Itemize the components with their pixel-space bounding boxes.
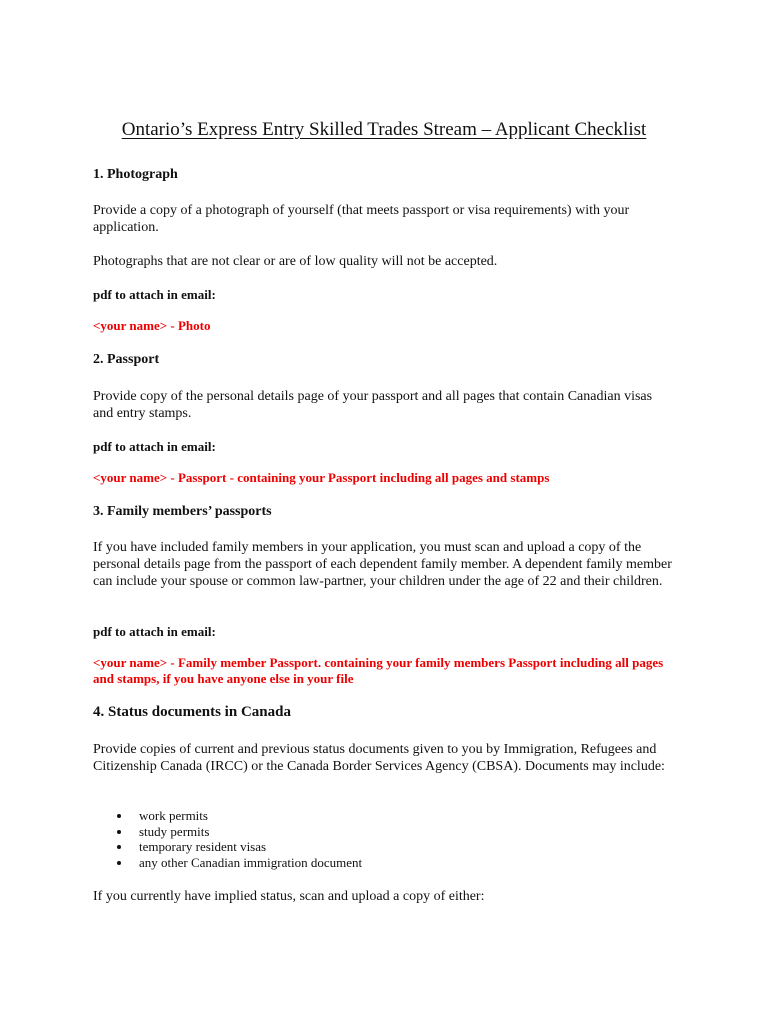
section-1-paragraph-2: Photographs that are not clear or are of low quality will not be accepted. bbox=[93, 254, 498, 269]
list-item-label: work permits bbox=[139, 808, 208, 823]
section-3-attach-label: pdf to attach in email: bbox=[93, 624, 216, 639]
list-item bbox=[117, 824, 517, 840]
list-item bbox=[117, 855, 517, 871]
list-item bbox=[117, 808, 517, 824]
bullet-icon bbox=[117, 861, 121, 865]
section-2-heading: 2. Passport bbox=[93, 352, 160, 367]
list-item-label: any other Canadian immigration document bbox=[139, 854, 363, 870]
section-3-paragraph-1: If you have included family members in your application, you must scan and upload a copy of the personal details page from the passport of each dependent family member. A dependent family member can include your spouse or common law-partner, your children under the age of 22 and their children. bbox=[93, 540, 672, 589]
section-1-heading: 1. Photograph bbox=[93, 167, 178, 182]
section-3-heading: 3. Family members’ passports bbox=[93, 504, 272, 519]
list-item-label: study permits bbox=[139, 823, 210, 839]
document-title: Ontario’s Express Entry Skilled Trades Stream – Applicant Checklist bbox=[121, 119, 647, 140]
list-item-label: temporary resident visas bbox=[139, 839, 267, 854]
section-3-attach-filename: <your name> - Family member Passport. containing your family members Passport including all pages and stamps, if you have anyone else in your file bbox=[93, 655, 664, 686]
bullet-icon bbox=[117, 830, 121, 834]
section-2-paragraph-1: Provide copy of the personal details page of your passport and all pages that contain Canadian visas and entry stamps. bbox=[93, 389, 653, 421]
status-documents-list bbox=[117, 808, 517, 870]
section-1-attach-label: pdf to attach in email: bbox=[93, 287, 216, 302]
section-4-closing: If you currently have implied status, scan and upload a copy of either: bbox=[93, 889, 485, 904]
section-1-paragraph-1: Provide a copy of a photograph of yourself (that meets passport or visa requirements) with your application. bbox=[93, 203, 630, 235]
section-4-heading: 4. Status documents in Canada bbox=[93, 704, 291, 720]
bullet-icon bbox=[117, 814, 121, 818]
section-2-attach-filename: <your name> - Passport - containing your Passport including all pages and stamps bbox=[93, 470, 550, 485]
section-2-attach-label: pdf to attach in email: bbox=[93, 439, 216, 454]
list-item bbox=[117, 839, 517, 855]
bullet-icon bbox=[117, 845, 121, 849]
section-4-paragraph-1: Provide copies of current and previous status documents given to you by Immigration, Refugees and Citizenship Canada (IRCC) or the Canada Border Services Agency (CBSA). Documents may include: bbox=[93, 742, 665, 774]
section-1-attach-filename: <your name> - Photo bbox=[93, 318, 211, 333]
